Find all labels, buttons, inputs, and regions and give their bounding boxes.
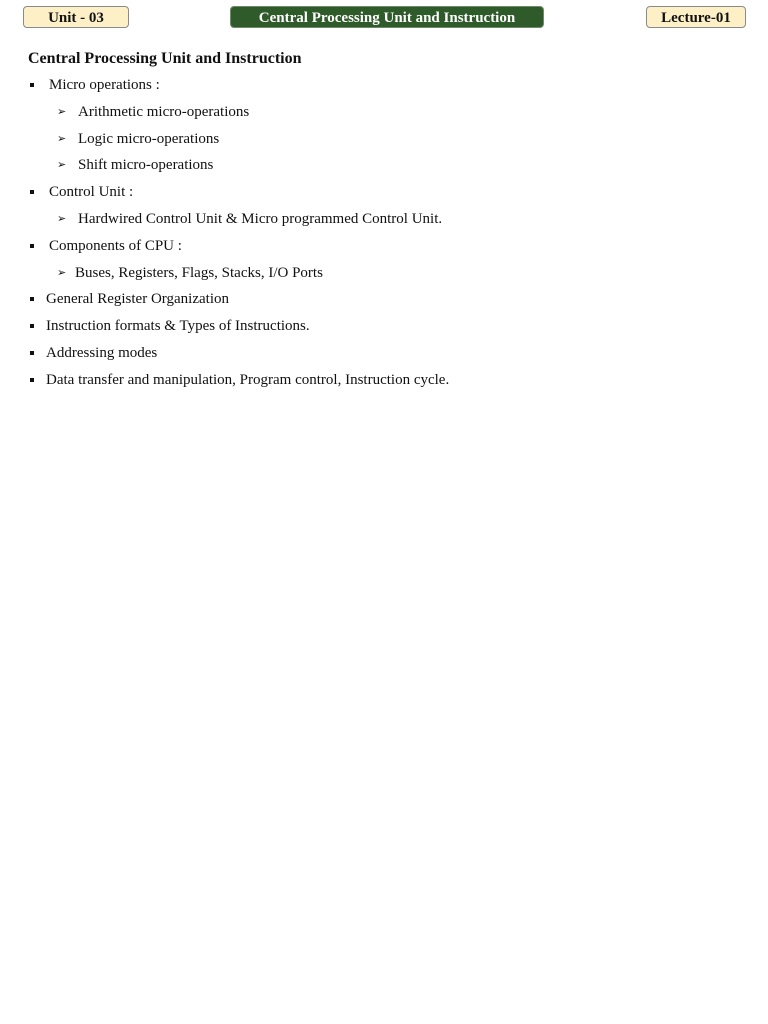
square-bullet-icon	[30, 378, 34, 382]
sub-list-item	[28, 260, 748, 287]
list-item	[28, 233, 748, 260]
list-item-label: Data transfer and manipulation, Program control, Instruction cycle.	[46, 371, 450, 388]
square-bullet-icon	[30, 244, 34, 248]
arrowhead-bullet-icon: ➢	[57, 105, 67, 118]
list-item-label: Addressing modes	[46, 344, 158, 361]
sub-list-item	[28, 206, 748, 233]
list-item-label: Micro operations :	[49, 77, 160, 93]
arrowhead-bullet-icon: ➢	[57, 159, 67, 172]
list-item	[28, 286, 748, 313]
list-item	[28, 340, 748, 367]
sub-list-item-label: Arithmetic micro-operations	[78, 103, 250, 120]
unit-badge: Unit - 03	[23, 6, 129, 28]
sub-list-item	[28, 152, 748, 179]
list-item-label: Control Unit :	[49, 184, 134, 201]
sub-list-item	[28, 126, 748, 153]
square-bullet-icon	[30, 190, 34, 194]
sub-list-item-label: Shift micro-operations	[78, 157, 214, 174]
outline-content	[28, 46, 748, 394]
lecture-badge: Lecture-01	[646, 6, 746, 28]
sub-list-item-label: Hardwired Control Unit & Micro programmed Control Unit.	[78, 210, 443, 227]
section-heading: Central Processing Unit and Instruction	[28, 50, 302, 67]
sub-list-item-label: Logic micro-operations	[78, 130, 220, 147]
sub-list-item-label: Buses, Registers, Flags, Stacks, I/O Ports	[75, 264, 323, 281]
square-bullet-icon	[30, 351, 34, 355]
arrowhead-bullet-icon: ➢	[57, 266, 67, 279]
square-bullet-icon	[30, 297, 34, 301]
square-bullet-icon	[30, 83, 34, 87]
list-item	[28, 179, 748, 206]
list-item-label: Instruction formats & Types of Instructions.	[46, 318, 310, 335]
list-item	[28, 72, 748, 99]
square-bullet-icon	[30, 324, 34, 328]
list-item-label: General Register Organization	[46, 291, 229, 308]
sub-list-item	[28, 99, 748, 126]
list-item	[28, 367, 748, 394]
arrowhead-bullet-icon: ➢	[57, 132, 67, 145]
list-item	[28, 313, 748, 340]
document-title-banner: Central Processing Unit and Instruction	[230, 6, 544, 28]
arrowhead-bullet-icon: ➢	[57, 212, 67, 225]
list-item-label: Components of CPU :	[49, 237, 182, 254]
